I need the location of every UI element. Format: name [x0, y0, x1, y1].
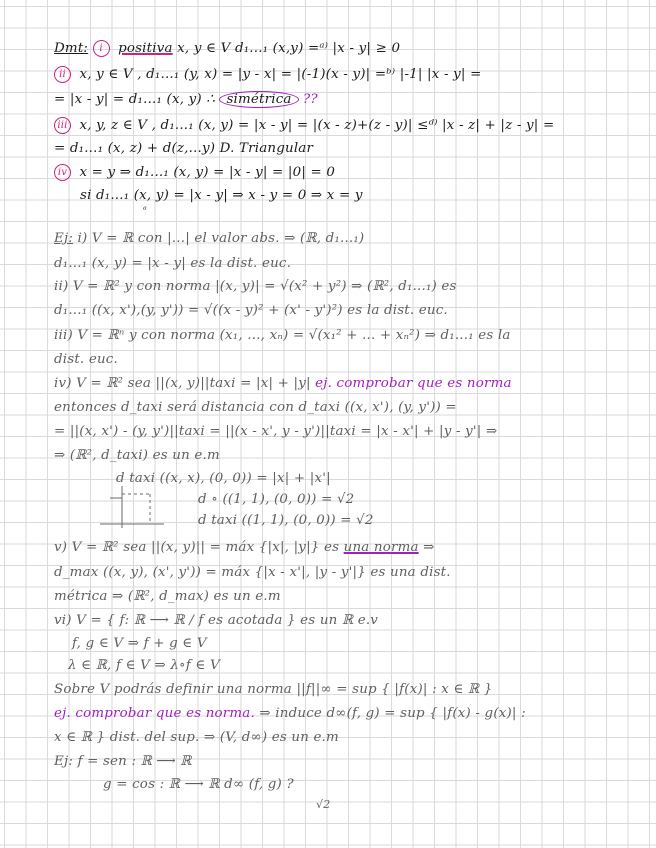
proof-line-iv: [54, 164, 335, 181]
keyword-simetrica: simétrica: [219, 91, 298, 108]
example-line-19: λ ∈ ℝ, f ∈ V ⇒ λ∘f ∈ V: [68, 658, 220, 673]
proof-line-iii: [54, 117, 554, 134]
example-line-8: entonces d_taxi será distancia con d_taxi ((x, x'), (y, y')) =: [54, 400, 457, 415]
example-line-21: [54, 706, 526, 721]
proof-line-i: [54, 40, 400, 57]
example-line-7-text: iv) V = ℝ² sea ||(x, y)||taxi = |x| + |y|: [54, 376, 311, 391]
proof-line-iii-cont: [54, 141, 313, 156]
question-mark: ??: [303, 92, 318, 107]
example-line-5: iii) V = ℝⁿ y con norma (x₁, ..., xₙ) = √(x₁² + ... + xₙ²) ⇒ d₁...₁ es la: [54, 328, 511, 343]
example-line-15: d_max ((x, y), (x', y')) = máx {|x - x'|, |y - y'|} es una dist.: [54, 565, 451, 580]
example-line-14-end: ⇒: [423, 540, 435, 555]
example-line-1: [54, 231, 364, 246]
example-line-2: d₁...₁ (x, y) = |x - y| es la dist. euc.: [54, 256, 292, 271]
example-line-1-text: i) V = ℝ con |...| el valor abs. ⇒ (ℝ, d₁...₁): [77, 231, 365, 246]
example-line-7: [54, 376, 512, 391]
example-line-11: d taxi ((x, x), (0, 0)) = |x| + |x'|: [116, 471, 331, 486]
proof-iv-cont: si d₁...₁ (x, y) = |x - y| ⇒ x - y = 0 ⇒ x = y: [80, 188, 363, 203]
example-line-13: d taxi ((1, 1), (0, 0)) = √2: [198, 513, 374, 528]
example-line-25: √2: [316, 798, 331, 811]
proof-ii-cont: = |x - y| = d₁...₁ (x, y) ∴: [54, 92, 215, 107]
exercise-note-2: ej. comprobar que es norma.: [54, 706, 255, 721]
example-line-3: ii) V = ℝ² y con norma |(x, y)| = √(x² + y²) ⇒ (ℝ², d₁...₁) es: [54, 279, 457, 294]
example-line-6: dist. euc.: [54, 352, 118, 367]
proof-ii-text: x, y ∈ V , d₁...₁ (y, x) = |y - x| = |(-1)(x - y)| =ᵇ⁾ |-1| |x - y| =: [79, 67, 482, 82]
example-line-24: g = cos : ℝ ⟶ ℝ d∞ (f, g) ?: [103, 777, 294, 792]
example-line-14-text: v) V = ℝ² sea ||(x, y)|| = máx {|x|, |y|} es: [54, 540, 340, 555]
item-number-iii: iii: [54, 117, 71, 134]
proof-iv-mark-text: ᵃ: [143, 205, 147, 216]
example-line-17: vi) V = { f: ℝ ⟶ ℝ / f es acotada } es un ℝ e.v: [54, 613, 379, 628]
proof-line-iv-cont: [80, 188, 363, 203]
keyword-una-norma: una norma: [343, 540, 419, 555]
example-line-12: d ∘ ((1, 1), (0, 0)) = √2: [198, 492, 355, 507]
exercise-note-1: ej. comprobar que es norma: [315, 376, 512, 391]
proof-iii-cont: = d₁...₁ (x, z) + d(z,...y) D. Triangular: [54, 141, 314, 156]
example-line-10: ⇒ (ℝ², d_taxi) es un e.m: [54, 448, 220, 463]
example-line-22: x ∈ ℝ } dist. del sup. ⇒ (V, d∞) es un e.m: [54, 730, 339, 745]
example-line-14: [54, 540, 435, 555]
example-line-4: d₁...₁ ((x, x'),(y, y')) = √((x - y)² + (x' - y')²) es la dist. euc.: [54, 303, 448, 318]
proof-line-ii-cont: [54, 91, 318, 108]
example-line-23: Ej: f = sen : ℝ ⟶ ℝ: [54, 754, 192, 769]
example-line-21-text: ⇒ induce d∞(f, g) = sup { |f(x) - g(x)| :: [259, 706, 526, 721]
taxi-grid-sketch: [96, 484, 168, 530]
example-line-9: = ||(x, x') - (y, y')||taxi = ||(x - x', y - y')||taxi = |x - x'| + |y - y'| ⇒: [54, 424, 498, 439]
example-line-18: f, g ∈ V ⇒ f + g ∈ V: [72, 636, 207, 651]
keyword-positiva: positiva: [118, 41, 173, 56]
proof-iii-text: x, y, z ∈ V , d₁...₁ (x, y) = |x - y| = |(x - z)+(z - y)| ≤ᵈ⁾ |x - z| + |z - y| =: [79, 118, 555, 133]
example-line-16: métrica ⇒ (ℝ², d_max) es un e.m: [54, 589, 281, 604]
proof-line-ii: [54, 66, 482, 83]
examples-title: Ej:: [54, 231, 74, 246]
item-number-iv: iv: [54, 164, 71, 181]
proof-iv-text: x = y ⇒ d₁...₁ (x, y) = |x - y| = |0| = 0: [79, 165, 336, 180]
example-line-20: Sobre V podrás definir una norma ||f||∞ = sup { |f(x)| : x ∈ ℝ }: [54, 682, 493, 697]
proof-iv-mark: [143, 205, 147, 216]
item-number-ii: ii: [54, 66, 71, 83]
item-number-i: i: [93, 40, 110, 57]
proof-label: Dmt:: [54, 41, 89, 56]
proof-i-text: x, y ∈ V d₁...₁ (x,y) =ᵃ⁾ |x - y| ≥ 0: [177, 41, 401, 56]
